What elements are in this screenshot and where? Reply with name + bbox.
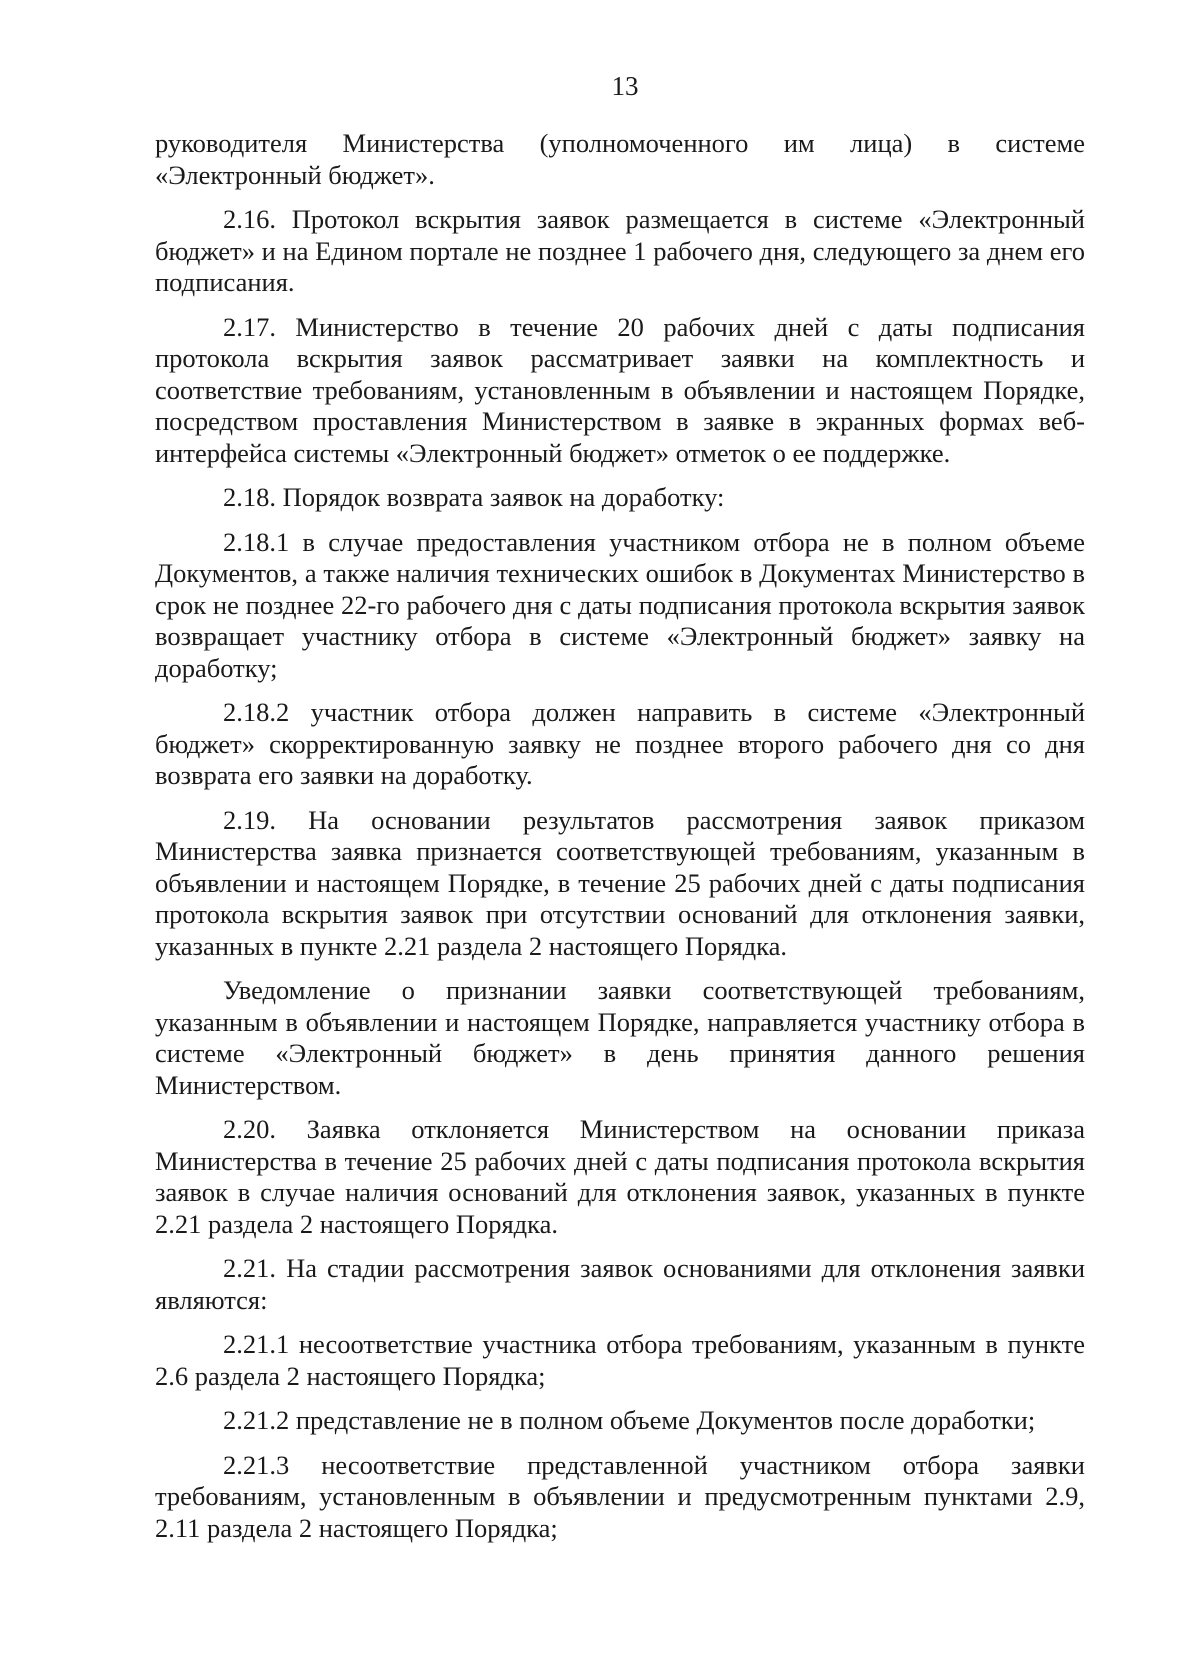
paragraph-2-16: 2.16. Протокол вскрытия заявок размещается в системе «Электронный бюджет» и на Едином портале не позднее 1 рабочего дня, следующего за днем его подписания. — [155, 204, 1085, 297]
paragraph-2-21-1: 2.21.1 несоответствие участника отбора требованиям, указанным в пункте 2.6 раздела 2 настоящего Порядка; — [155, 1329, 1085, 1391]
paragraph-2-18: 2.18. Порядок возврата заявок на доработку: — [223, 482, 725, 512]
paragraph-2-21: 2.21. На стадии рассмотрения заявок основаниями для отклонения заявки являются: — [155, 1253, 1085, 1315]
paragraph-continuation: руководителя Министерства (уполномоченного им лица) в системе «Электронный бюджет». — [155, 128, 1085, 190]
paragraph-notice: Уведомление о признании заявки соответствующей требованиям, указанным в объявлении и настоящем Порядке, направляется участнику отбора в системе «Электронный бюджет» в день принятия данного решения Министерством. — [155, 975, 1085, 1100]
page-number: 13 — [611, 71, 639, 101]
paragraph-2-19: 2.19. На основании результатов рассмотрения заявок приказом Министерства заявка признается соответствующей требованиям, указанным в объявлении и настоящем Порядке, в течение 25 рабочих дней с даты подписания протокола вскрытия заявок при отсутствии оснований для отклонения заявки, указанных в пункте 2.21 раздела 2 настоящего Порядка. — [155, 804, 1085, 961]
paragraph-2-17: 2.17. Министерство в течение 20 рабочих дней с даты подписания протокола вскрытия заявок рассматривает заявки на комплектность и соответствие требованиям, установленным в объявлении и настоящем Порядке, посредством проставления Министерством в заявке в экранных формах веб-интерфейса системы «Электронный бюджет» отметок о ее поддержке. — [155, 311, 1085, 468]
paragraph-2-21-2: 2.21.2 представление не в полном объеме Документов после доработки; — [223, 1405, 1036, 1435]
paragraph-2-18-1: 2.18.1 в случае предоставления участником отбора не в полном объеме Документов, а также наличия технических ошибок в Документах Министерство в срок не позднее 22-го рабочего дня с даты подписания протокола вскрытия заявок возвращает участнику отбора в системе «Электронный бюджет» заявку на доработку; — [155, 526, 1085, 683]
paragraph-2-20: 2.20. Заявка отклоняется Министерством на основании приказа Министерства в течение 25 рабочих дней с даты подписания протокола вскрытия заявок в случае наличия оснований для отклонения заявок, указанных в пункте 2.21 раздела 2 настоящего Порядка. — [155, 1114, 1085, 1239]
document-body — [155, 128, 1085, 1557]
paragraph-2-21-3: 2.21.3 несоответствие представленной участником отбора заявки требованиям, установленным в объявлении и предусмотренным пунктами 2.9, 2.11 раздела 2 настоящего Порядка; — [155, 1449, 1085, 1543]
paragraph-2-18-2: 2.18.2 участник отбора должен направить в системе «Электронный бюджет» скорректированную заявку не позднее второго рабочего дня со дня возврата его заявки на доработку. — [155, 697, 1085, 790]
